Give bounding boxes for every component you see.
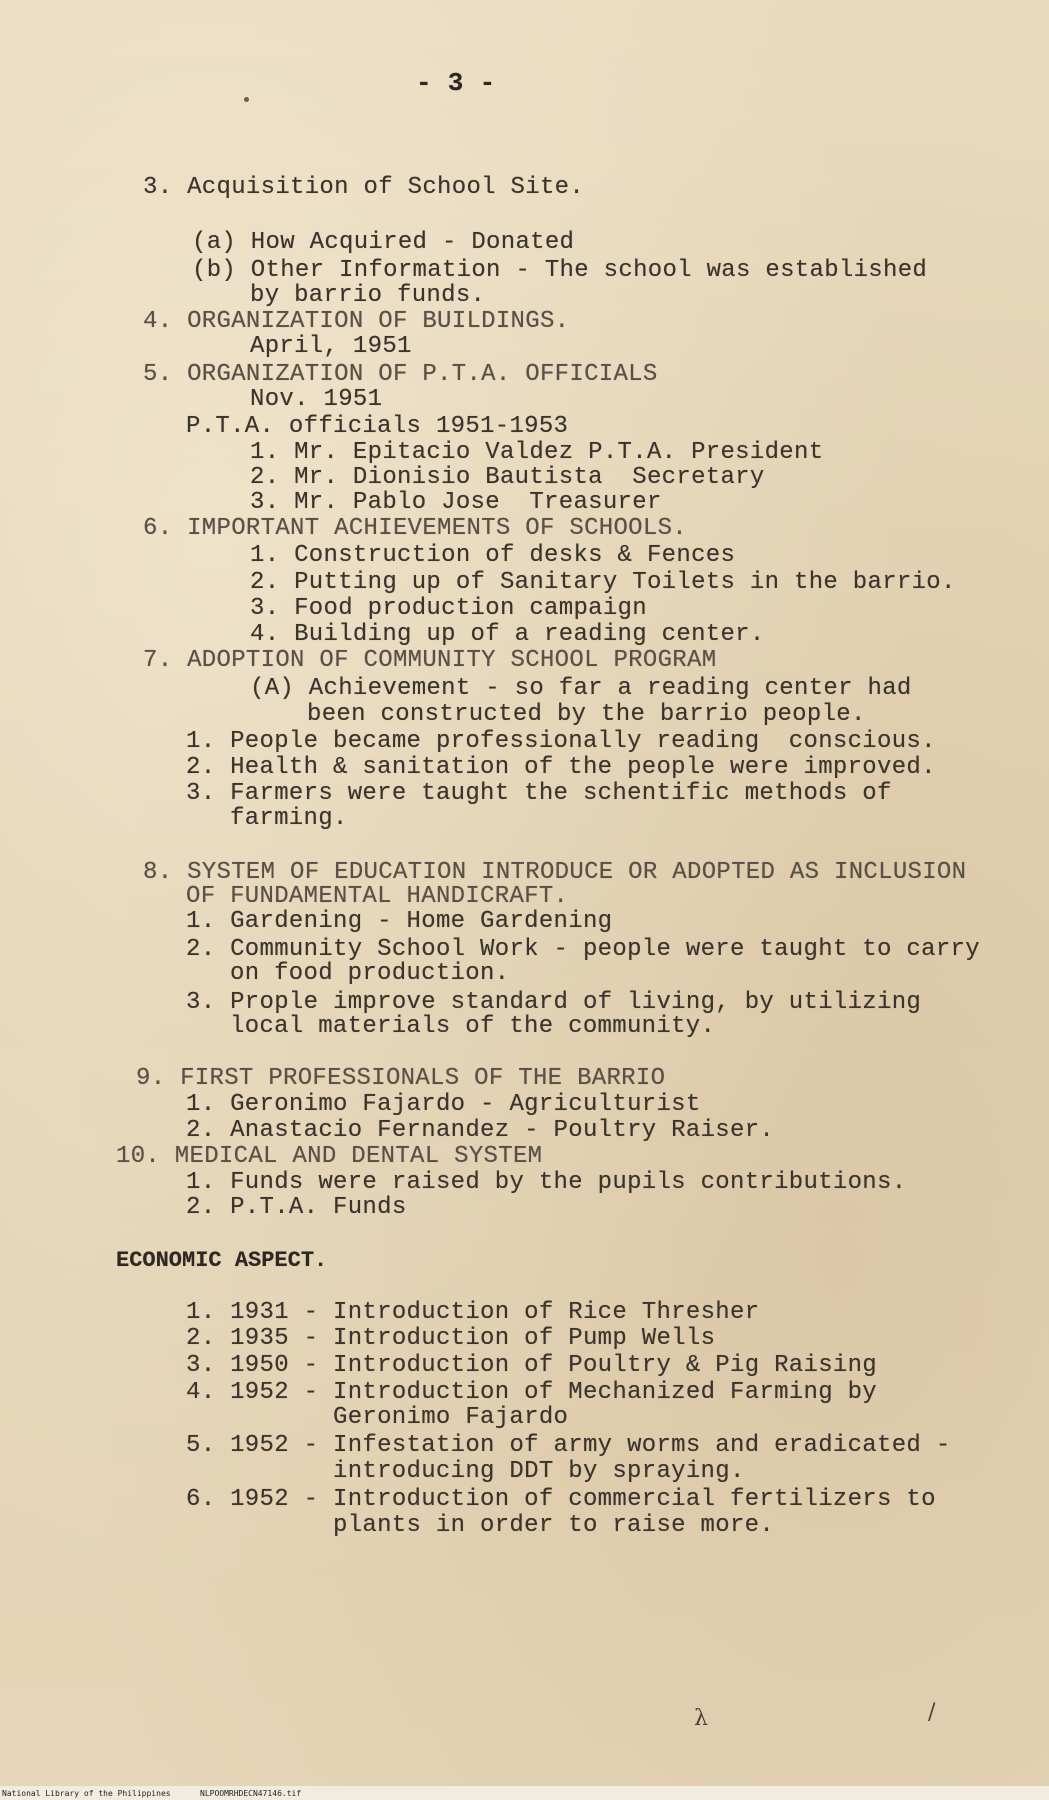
- line-pta-officials: P.T.A. officials 1951-1953: [186, 413, 569, 440]
- page-number: - 3 -: [416, 68, 496, 98]
- economic-item-4: 4. 1952 - Introduction of Mechanized Farming by: [186, 1379, 878, 1406]
- community-item-2: 2. Health & sanitation of the people were improved.: [186, 754, 936, 781]
- handwritten-mark-lambda: λ: [694, 1706, 708, 1731]
- education-item-2: 2. Community School Work - people were taught to carry: [186, 936, 980, 963]
- community-item-1: 1. People became professionally reading conscious.: [186, 728, 936, 755]
- line-achievement-a: (A) Achievement - so far a reading center had: [250, 675, 912, 702]
- line-other-information: (b) Other Information - The school was established: [192, 257, 928, 284]
- achievement-1: 1. Construction of desks & Fences: [250, 542, 736, 569]
- education-item-3: 3. Prople improve standard of living, by utilizing: [186, 989, 922, 1016]
- section-4-heading: 4. ORGANIZATION OF BUILDINGS.: [143, 308, 570, 335]
- economic-aspect-heading: ECONOMIC ASPECT.: [116, 1248, 328, 1273]
- economic-item-6: 6. 1952 - Introduction of commercial fertilizers to: [186, 1486, 936, 1513]
- achievement-3: 3. Food production campaign: [250, 595, 647, 622]
- pta-officer-2: 2. Mr. Dionisio Bautista Secretary: [250, 464, 765, 491]
- achievement-2: 2. Putting up of Sanitary Toilets in the barrio.: [250, 569, 956, 596]
- section-8-heading-cont: OF FUNDAMENTAL HANDICRAFT.: [186, 883, 569, 910]
- pta-officer-1: 1. Mr. Epitacio Valdez P.T.A. President: [250, 439, 824, 466]
- section-3-heading: 3. Acquisition of School Site.: [143, 174, 585, 201]
- line-barrio-funds: by barrio funds.: [250, 282, 486, 309]
- medical-item-2: 2. P.T.A. Funds: [186, 1194, 407, 1221]
- medical-item-1: 1. Funds were raised by the pupils contributions.: [186, 1169, 907, 1196]
- section-9-heading: 9. FIRST PROFESSIONALS OF THE BARRIO: [136, 1065, 666, 1092]
- line-introducing-ddt: introducing DDT by spraying.: [333, 1458, 745, 1485]
- ink-speck: [244, 97, 249, 102]
- economic-item-5: 5. 1952 - Infestation of army worms and eradicated -: [186, 1432, 951, 1459]
- community-item-3: 3. Farmers were taught the schentific methods of: [186, 780, 892, 807]
- line-food-production: on food production.: [230, 960, 510, 987]
- line-how-acquired: (a) How Acquired - Donated: [192, 229, 575, 256]
- section-7-heading: 7. ADOPTION OF COMMUNITY SCHOOL PROGRAM: [143, 647, 717, 674]
- line-local-materials: local materials of the community.: [230, 1013, 716, 1040]
- professional-2: 2. Anastacio Fernandez - Poultry Raiser.: [186, 1117, 775, 1144]
- line-constructed-by: been constructed by the barrio people.: [307, 701, 866, 728]
- line-april-1951: April, 1951: [250, 333, 412, 360]
- section-5-heading: 5. ORGANIZATION OF P.T.A. OFFICIALS: [143, 361, 658, 388]
- handwritten-mark-slash: /: [928, 1700, 936, 1725]
- economic-item-1: 1. 1931 - Introduction of Rice Thresher: [186, 1299, 760, 1326]
- footer-file-id: NLPOOMRHDECN47146.tif: [200, 1789, 302, 1798]
- line-farming: farming.: [230, 805, 348, 832]
- line-plants-raise-more: plants in order to raise more.: [333, 1512, 775, 1539]
- line-geronimo-fajardo: Geronimo Fajardo: [333, 1404, 569, 1431]
- line-nov-1951: Nov. 1951: [250, 386, 383, 413]
- achievement-4: 4. Building up of a reading center.: [250, 621, 765, 648]
- section-6-heading: 6. IMPORTANT ACHIEVEMENTS OF SCHOOLS.: [143, 515, 687, 542]
- economic-item-3: 3. 1950 - Introduction of Poultry & Pig Raising: [186, 1352, 878, 1379]
- education-item-1: 1. Gardening - Home Gardening: [186, 908, 613, 935]
- section-10-heading: 10. MEDICAL AND DENTAL SYSTEM: [116, 1143, 543, 1170]
- professional-1: 1. Geronimo Fajardo - Agriculturist: [186, 1091, 701, 1118]
- economic-item-2: 2. 1935 - Introduction of Pump Wells: [186, 1325, 716, 1352]
- footer-library-name: National Library of the Philippines: [2, 1789, 171, 1798]
- pta-officer-3: 3. Mr. Pablo Jose Treasurer: [250, 489, 662, 516]
- section-8-heading: 8. SYSTEM OF EDUCATION INTRODUCE OR ADOPTED AS INCLUSION: [143, 859, 967, 886]
